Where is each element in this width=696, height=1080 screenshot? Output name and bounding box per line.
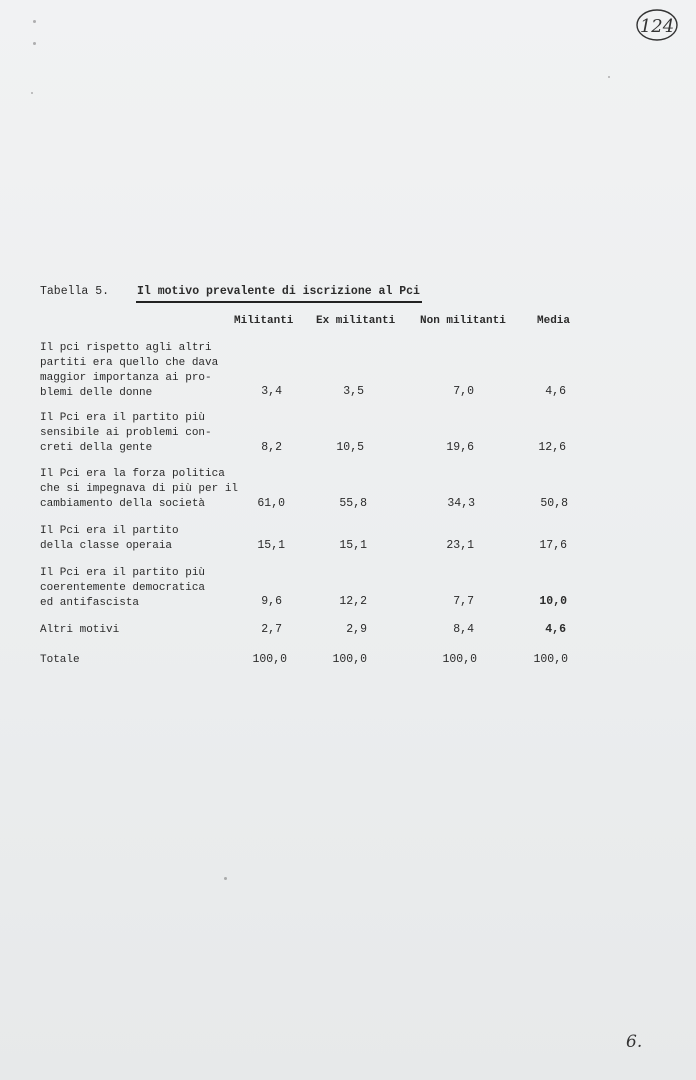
row-label-altri-motivi: Altri motivi: [40, 624, 120, 636]
cell-non-militanti: 7,0: [453, 385, 474, 398]
cell-non-militanti: 7,7: [453, 595, 474, 608]
cell-media: 12,6: [538, 441, 566, 454]
cell-ex-militanti: 12,2: [339, 595, 367, 608]
cell-militanti: 100,0: [252, 653, 287, 666]
cell-non-militanti: 23,1: [446, 539, 474, 552]
stamp-circle-icon: [634, 7, 680, 43]
cell-media: 4,6: [545, 385, 566, 398]
scan-speck: [608, 76, 610, 78]
scan-speck: [33, 20, 36, 23]
cell-non-militanti: 19,6: [446, 441, 474, 454]
stamp-number: 124: [639, 16, 675, 37]
row-label-classe-operaia: Il Pci era il partito della classe operaia: [40, 525, 179, 552]
cell-militanti: 3,4: [261, 385, 282, 398]
title-underline: [136, 301, 422, 303]
column-header-media: Media: [537, 315, 571, 327]
cell-non-militanti: 8,4: [453, 623, 474, 636]
table-title: Il motivo prevalente di iscrizione al Pci: [137, 285, 420, 298]
cell-media: 100,0: [533, 653, 568, 666]
cell-militanti: 9,6: [261, 595, 282, 608]
page-number: 6.: [626, 1032, 643, 1052]
scan-speck: [224, 877, 227, 880]
table-caption: [40, 285, 420, 298]
cell-militanti: 2,7: [261, 623, 282, 636]
cell-ex-militanti: 2,9: [346, 623, 367, 636]
row-label-antifascista: Il Pci era il partito più coerentemente democratica ed antifascista: [40, 567, 206, 609]
cell-ex-militanti: 100,0: [332, 653, 367, 666]
cell-non-militanti: 34,3: [447, 497, 475, 510]
cell-ex-militanti: 10,5: [336, 441, 364, 454]
cell-media: 10,0: [539, 595, 567, 608]
cell-media: 4,6: [545, 623, 566, 636]
row-label-totale: Totale: [40, 654, 80, 666]
cell-media: 50,8: [540, 497, 568, 510]
row-label-gente: Il Pci era il partito più sensibile ai problemi con- creti della gente: [40, 412, 212, 454]
table-label: Tabella 5.: [40, 285, 110, 298]
cell-militanti: 8,2: [261, 441, 282, 454]
archive-stamp: [634, 7, 680, 43]
column-header-ex-militanti: Ex militanti: [316, 315, 396, 327]
column-header-militanti: Militanti: [234, 315, 294, 327]
cell-media: 17,6: [539, 539, 567, 552]
column-header-non-militanti: Non militanti: [420, 315, 506, 327]
scan-speck: [33, 42, 36, 45]
cell-militanti: 15,1: [257, 539, 285, 552]
cell-ex-militanti: 55,8: [339, 497, 367, 510]
cell-ex-militanti: 3,5: [343, 385, 364, 398]
cell-non-militanti: 100,0: [442, 653, 477, 666]
cell-ex-militanti: 15,1: [339, 539, 367, 552]
row-label-cambiamento: Il Pci era la forza politica che si impegnava di più per il cambiamento della società: [40, 468, 239, 510]
row-label-donne: Il pci rispetto agli altri partiti era quello che dava maggior importanza ai pro- blemi delle donne: [40, 342, 219, 399]
scan-speck: [31, 92, 33, 94]
cell-militanti: 61,0: [257, 497, 285, 510]
